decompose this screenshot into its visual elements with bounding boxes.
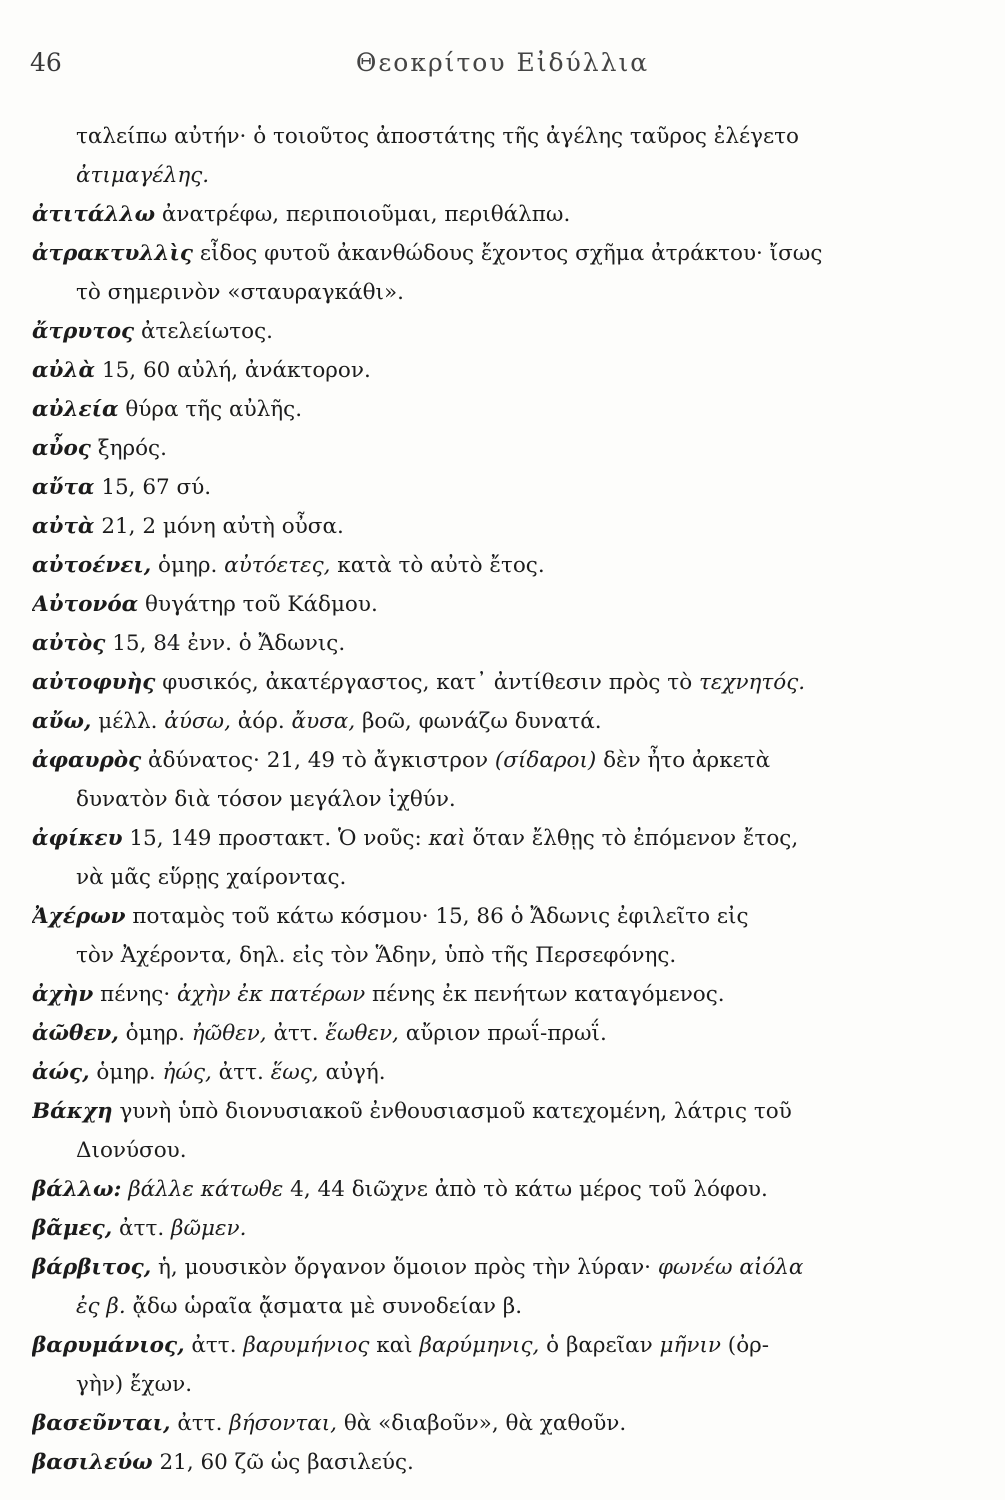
headword: Βάκχη [32,1099,113,1124]
entry-line [32,351,972,390]
entry-line [32,234,972,273]
italic-text: (σίδαροι) [494,748,597,773]
headword: αὔτα [32,475,95,500]
definition-text: ἀνατρέφω, περιποιοῦμαι, περιθάλπω. [155,202,571,227]
headword: αὐτοένει, [32,553,152,578]
headword: ἀχὴν [32,982,94,1007]
definition-text: ὁ βαρεῖαν [539,1333,660,1358]
headword: βασεῦνται, [32,1411,171,1436]
definition-text: 15, 67 σύ. [94,475,212,500]
entry-line [32,624,972,663]
definition-text: δὲν ἦτο ἀρκετὰ [596,748,771,773]
definition-text: ἀόρ. [230,709,292,734]
headword: βᾶμες, [32,1216,113,1241]
headword: αὐλὰ [32,358,96,383]
italic-text: βαρύμηνις, [419,1333,540,1358]
italic-text: ἠῶθεν, [191,1021,267,1046]
entry-continuation-line [32,1365,972,1404]
entry-line [32,663,972,702]
entry-line [32,390,972,429]
definition-text: ταλείπω αὐτήν· ὁ τοιοῦτος ἀποστάτης τῆς ἀγέλης ταῦρος ἐλέγετο [76,124,799,149]
entry-line [32,585,972,624]
headword: βασιλεύω [32,1450,153,1475]
headword: ἀτρακτυλλὶς [32,241,193,266]
italic-text: ἀύσω, [164,709,231,734]
italic-text: βῶμεν. [171,1216,247,1241]
definition-text: ὅταν ἔλθῃς τὸ ἐπόμενον ἔτος, [465,826,799,851]
running-title: Θεοκρίτου Εἰδύλλια [355,48,650,77]
entry-line [32,1014,972,1053]
entry-continuation-line [32,1131,972,1170]
definition-text: (ὀρ- [720,1333,770,1358]
entry-line [32,897,972,936]
entry-line [32,546,972,585]
entry-line [32,975,972,1014]
italic-text: βήσονται, [229,1411,337,1436]
entry-continuation-line [32,1287,972,1326]
definition-text: δυνατὸν διὰ τόσον μεγάλον ἰχθύν. [76,787,456,812]
definition-text: τὸν Ἀχέροντα, δηλ. εἰς τὸν Ἅδην, ὑπὸ τῆς Περσεφόνης. [76,943,677,968]
headword: βάρβιτος, [32,1255,152,1280]
headword: αὐτοφυὴς [32,670,156,695]
definition-text: θὰ «διαβοῦν», θὰ χαθοῦν. [336,1411,627,1436]
definition-text: θυγάτηρ τοῦ Κάδμου. [138,592,378,617]
italic-text: ἄυσα, [291,709,356,734]
entry-line [32,1170,972,1209]
headword: ἀώς, [32,1060,90,1085]
entry-line [32,1248,972,1287]
italic-text: ἀχὴν ἐκ πατέρων [177,982,366,1007]
definition-text: ᾄδω ὡραῖα ᾄσματα μὲ συνοδείαν β. [125,1294,523,1319]
definition-text: 15, 84 ἐνν. ὁ Ἄδωνις. [105,631,346,656]
italic-text: αὐτόετες, [224,553,331,578]
headword: αὔω, [32,709,92,734]
italic-text: ἕως, [270,1060,319,1085]
entry-continuation-line [32,273,972,312]
italic-text: βάλλε κάτωθε [128,1177,284,1202]
definition-text: ξηρός. [90,436,167,461]
headword: βαρυμάνιος, [32,1333,185,1358]
italic-text: ἠώς, [162,1060,212,1085]
entry-line [32,1404,972,1443]
definition-text: εἶδος φυτοῦ ἀκανθώδους ἔχοντος σχῆμα ἀτράκτου· ἴσως [193,241,823,266]
headword: ἀτιτάλλω [32,202,156,227]
page-number: 46 [30,48,62,77]
definition-text: βοῶ, φωνάζω δυνατά. [355,709,602,734]
entry-line [32,429,972,468]
headword: Αὐτονόα [32,592,139,617]
entry-line [32,507,972,546]
italic-text: τεχνητός. [698,670,806,695]
definition-text: αὔριον πρωΐ-πρωΐ. [398,1021,607,1046]
headword: αὐλεία [32,397,119,422]
definition-text: ἀττ. [266,1021,326,1046]
definition-text: ἀτελείωτος. [134,319,273,344]
page-header [0,48,1005,88]
definition-text: γυνὴ ὑπὸ διονυσιακοῦ ἐνθουσιασμοῦ κατεχομένη, λάτρις τοῦ [112,1099,792,1124]
italic-text: καὶ [428,826,466,851]
definition-text: ὁμηρ. [151,553,225,578]
entry-line [32,195,972,234]
definition-text: 4, 44 διῶχνε ἀπὸ τὸ κάτω μέρος τοῦ λόφου. [283,1177,768,1202]
definition-text: ποταμὸς τοῦ κάτω κόσμου· 15, 86 ὁ Ἄδωνις ἐφιλεῖτο εἰς [125,904,749,929]
definition-text: 21, 60 ζῶ ὡς βασιλεύς. [152,1450,414,1475]
italic-text: ἐς β. [76,1294,126,1319]
definition-text: Διονύσου. [76,1138,187,1163]
entry-line [32,702,972,741]
definition-text: ὁμηρ. [89,1060,163,1085]
definition-text: ἀττ. [112,1216,172,1241]
entry-continuation-line [32,936,972,975]
definition-text: μέλλ. [91,709,165,734]
entry-line [32,1443,972,1482]
definition-text: ὁμηρ. [118,1021,192,1046]
headword: αὖος [32,436,91,461]
headword: βάλλω: [32,1177,122,1202]
entry-line [32,1092,972,1131]
definition-text: θύρα τῆς αὐλῆς. [118,397,303,422]
definition-text: τὸ σημερινὸν «σταυραγκάθι». [76,280,404,305]
definition-text: καὶ [369,1333,420,1358]
definition-text: ἀττ. [211,1060,271,1085]
definition-text: πένης ἐκ πενήτων καταγόμενος. [365,982,725,1007]
headword: αὐτὸς [32,631,106,656]
definition-text: φυσικός, ἀκατέργαστος, κατ᾽ ἀντίθεσιν πρὸς τὸ [155,670,699,695]
definition-text: ἡ, μουσικὸν ὄργανον ὅμοιον πρὸς τὴν λύραν· [151,1255,658,1280]
glossary-entries [32,117,972,1482]
italic-text: ἕωθεν, [325,1021,399,1046]
italic-text: μῆνιν [659,1333,721,1358]
entry-continuation-line [32,156,972,195]
definition-text: πένης· [93,982,178,1007]
headword: ἀῶθεν, [32,1021,119,1046]
definition-text: ἀττ. [170,1411,230,1436]
entry-continuation-line [32,780,972,819]
entry-line [32,312,972,351]
headword: ἄτρυτος [32,319,135,344]
entry-line [32,741,972,780]
headword: αὐτὰ [32,514,95,539]
headword: Ἀχέρων [32,904,126,929]
definition-text: 15, 60 αὐλή, ἀνάκτορον. [95,358,371,383]
definition-text: κατὰ τὸ αὐτὸ ἔτος. [330,553,545,578]
definition-text: ἀττ. [184,1333,244,1358]
italic-text: βαρυμήνιος [243,1333,370,1358]
definition-text: ἀδύνατος· 21, 49 τὸ ἄγκιστρον [141,748,495,773]
entry-line [32,1053,972,1092]
definition-text: νὰ μᾶς εὕρῃς χαίροντας. [76,865,347,890]
definition-text: 21, 2 μόνη αὐτὴ οὖσα. [94,514,344,539]
headword: ἀφίκευ [32,826,123,851]
definition-text: 15, 149 προστακτ. Ὁ νοῦς: [122,826,429,851]
entry-line [32,468,972,507]
entry-line [32,1209,972,1248]
definition-text: αὐγή. [318,1060,386,1085]
entry-continuation-line [32,858,972,897]
entry-line [32,819,972,858]
headword: ἀφαυρὸς [32,748,142,773]
italic-text: ἀτιμαγέλης. [76,163,210,188]
italic-text: φωνέω αἰόλα [657,1255,804,1280]
entry-continuation-line [32,117,972,156]
definition-text: γὴν) ἔχων. [76,1372,193,1397]
entry-line [32,1326,972,1365]
